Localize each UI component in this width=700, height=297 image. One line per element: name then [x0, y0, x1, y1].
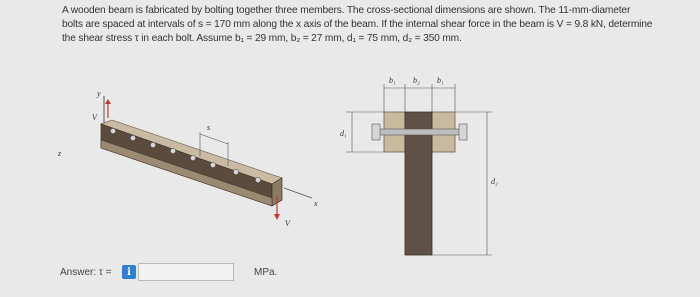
bolt — [150, 142, 155, 147]
bolt — [190, 155, 195, 160]
spacing-label: s — [207, 123, 211, 132]
shear-label-bottom: V — [285, 219, 290, 228]
b2-label: b₂ — [413, 76, 420, 85]
problem-line-3: the shear stress τ in each bolt. Assume b₁ = 29 mm, b₂ = 27 mm, d₁ = 75 mm, d₂ = 350 mm. — [62, 33, 462, 44]
bolt — [210, 162, 215, 167]
answer-row — [60, 262, 277, 282]
d1-label: d₁ — [340, 129, 347, 138]
bolt — [110, 128, 115, 133]
answer-label: Answer: τ = — [60, 266, 112, 278]
shear-arrow-top-head — [105, 99, 111, 104]
info-icon[interactable]: i — [122, 265, 136, 279]
d2-label: d₂ — [491, 177, 498, 186]
x-axis-label: x — [314, 199, 318, 208]
shear-arrow-bottom-head — [274, 214, 280, 220]
shear-label-top: V — [92, 113, 97, 122]
b1-left-label: b₁ — [389, 76, 396, 85]
bolt-nut — [459, 124, 467, 140]
problem-line-1: A wooden beam is fabricated by bolting together three members. The cross-sectional dimensions are shown. The 11-mm-diameter — [62, 5, 631, 16]
x-axis-line — [284, 188, 312, 198]
b1-right-label: b₁ — [437, 76, 444, 85]
bolt-head — [372, 124, 380, 140]
problem-line-2: bolts are spaced at intervals of s = 170 mm along the x axis of the beam. If the internal shear force in the beam is V = 9.8 kN, determine — [62, 19, 653, 30]
answer-input[interactable] — [138, 263, 234, 281]
spacing-dim-line — [200, 134, 228, 144]
bolt — [170, 148, 175, 153]
bolt-shank — [376, 129, 463, 135]
answer-unit: MPa. — [254, 266, 278, 278]
bolt — [233, 169, 238, 174]
bolt — [130, 135, 135, 140]
bolt — [255, 177, 260, 182]
z-axis-label: z — [58, 149, 62, 158]
y-axis-label: y — [97, 89, 101, 98]
